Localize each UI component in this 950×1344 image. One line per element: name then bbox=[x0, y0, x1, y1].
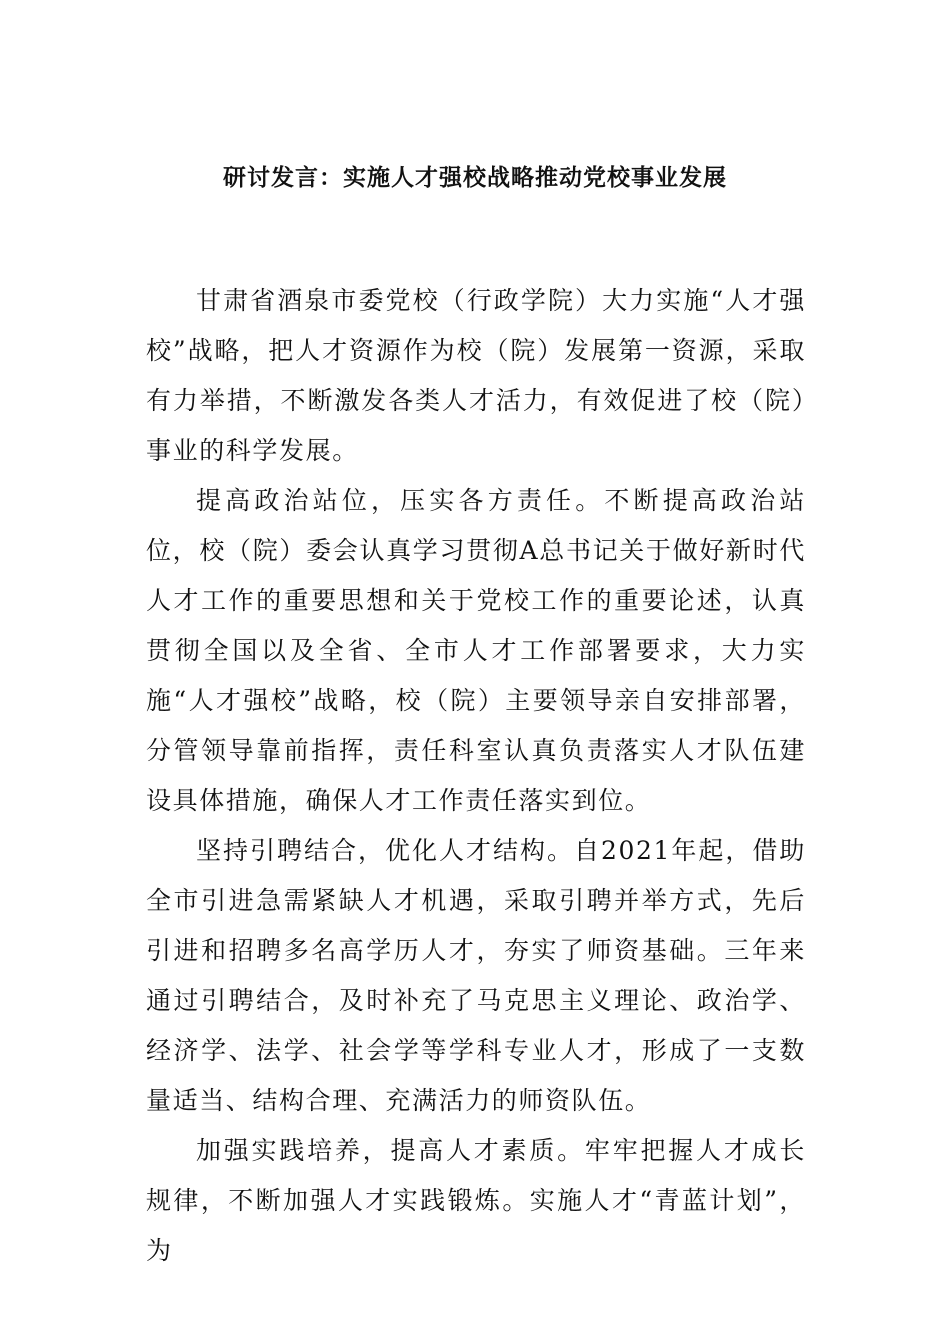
paragraph-political-stance: 提高政治站位，压实各方责任。不断提高政治站位，校（院）委会认真学习贯彻A总书记关于做好新时代人才工作的重要思想和关于党校工作的重要论述，认真贯彻全国以及全省、全市人才工作部署要求，大力实施“人才强校”战略，校（院）主要领导亲自安排部署，分管领导靠前指挥，责任科室认真负责落实人才队伍建设具体措施，确保人才工作责任落实到位。 bbox=[146, 486, 806, 815]
document-title: 研讨发言：实施人才强校战略推动党校事业发展 bbox=[223, 164, 727, 191]
document-body bbox=[146, 276, 806, 1276]
paragraph-intro: 甘肃省酒泉市委党校（行政学院）大力实施“人才强校”战略，把人才资源作为校（院）发展第一资源，采取有力举措，不断激发各类人才活力，有效促进了校（院）事业的科学发展。 bbox=[146, 286, 806, 465]
paragraph-practice-training: 加强实践培养，提高人才素质。牢牢把握人才成长规律，不断加强人才实践锻炼。实施人才“青蓝计划”，为 bbox=[146, 1136, 806, 1265]
paragraph-talent-structure: 坚持引聘结合，优化人才结构。自2021年起，借助全市引进急需紧缺人才机遇，采取引聘并举方式，先后引进和招聘多名高学历人才，夯实了师资基础。三年来通过引聘结合，及时补充了马克思主义理论、政治学、经济学、法学、社会学等学科专业人才，形成了一支数量适当、结构合理、充满活力的师资队伍。 bbox=[146, 836, 806, 1115]
